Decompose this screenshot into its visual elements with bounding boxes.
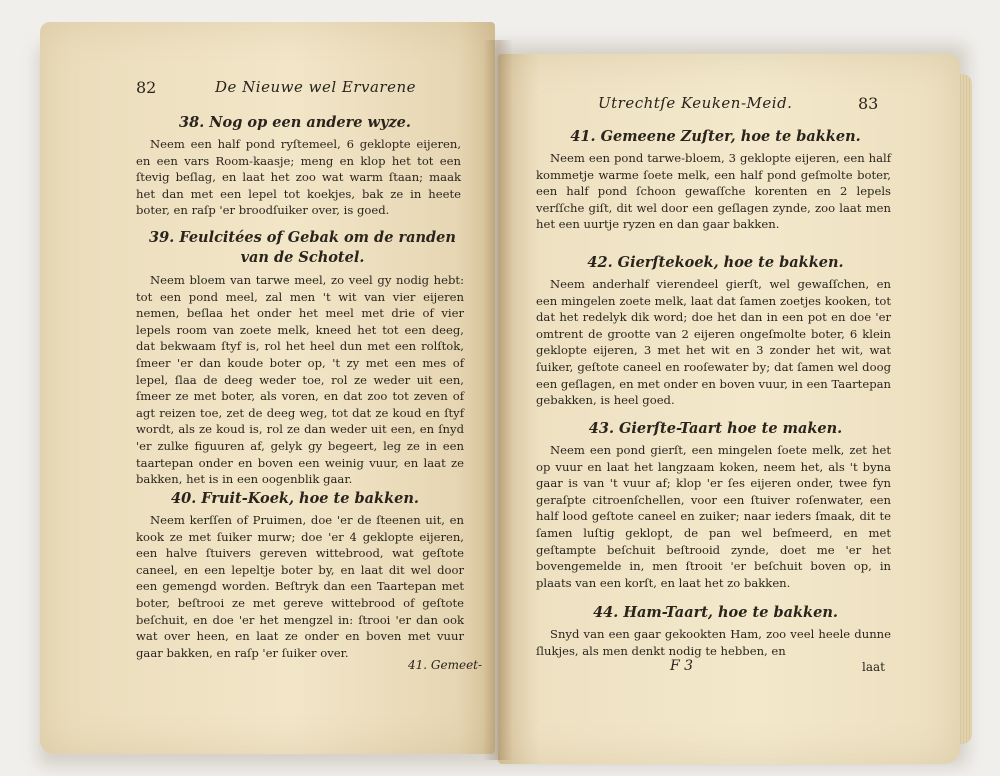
left-running-head: De Nieuwe wel Ervarene	[215, 78, 417, 96]
section-text-38: Neem een half pond ryſtemeel, 6 geklopte eijeren, en een vars Room-kaasje; meng en klop het tot een ſtevig beſlag, en laat het zoo wat warm ſtaan; maak het dan met een lepel tot koekjes, bak ze in heete boter, en raſp 'er broodſuiker over, is goed.	[136, 137, 461, 218]
left-page-number: 82	[136, 78, 157, 97]
section-text-40: Neem kerſſen of Pruimen, doe 'er de ſteenen uit, en kook ze met ſuiker murw; doe 'er 4 geklopte eijeren, een halve ſtuivers gereven wittebrood, wat geſtote caneel, en een lepeltje boter by, en laat dit wel door een gemengd worden. Beſtryk dan een Taartepan met boter, beſtrooi ze met gereve wittebrood of geſtote beſchuit, en doe 'er het mengzel in: ſtrooi 'er dan ook wat over heen, en laat ze onder en boven met vuur gaar bakken, en raſp 'er ſuiker over.	[136, 513, 464, 660]
section-title-39: 39. Feulcitées of Gebak om de randen van de Schotel.	[149, 229, 456, 266]
section-text-42: Neem anderhalf vierendeel gierſt, wel gewaſſchen, en een mingelen zoete melk, laat dat ſamen zoetjes kooken, tot dat het redelyk dik word; doe het dan in een pot en doe 'er omtrent de grootte van 2 eijeren ongeſmolte boter, 6 klein geklopte eijeren, 3 met het wit en 3 zonder het wit, wat ſuiker, geſtote caneel en rooſewater by; dat ſamen wel doog een geſlagen, en met onder en boven vuur, in een Taartepan gebakken, is heel goed.	[536, 277, 891, 408]
section-text-41: Neem een pond tarwe-bloem, 3 geklopte eijeren, een half kommetje warme ſoete melk, een half pond geſmolte boter, een half pond ſchoon gewaſſche korenten en 2 lepels verſſche giſt, dit wel door een geſlagen zynde, zoo laat men het een uurtje ryzen en dan gaar bakken.	[536, 151, 891, 232]
section-title-38: 38. Nog op een andere wyze.	[179, 114, 411, 131]
book-gutter	[483, 40, 513, 760]
section-title-41: 41. Gemeene Zuſter, hoe te bakken.	[570, 128, 861, 145]
left-page	[40, 22, 495, 754]
section-text-43: Neem een pond gierſt, een mingelen ſoete melk, zet het op vuur en laat het langzaam koken, neem het, als 't byna gaar is van 't vuur af; klop 'er ſes eijeren onder, twee fyn geraſpte citroenſchellen, voor een ſtuiver roſenwater, een half lood geſtote caneel en zuiker; naar ieders ſmaak, dit te ſamen luſtig geklopt, de pan wel beſmeerd, en met geſtampte beſchuit beſtrooid zynde, doet me 'er het bovengemelde in, men ſtrooit 'er beſchuit boven op, in plaats van een korſt, en laat het zo bakken.	[536, 443, 891, 590]
right-running-head: Utrechtſe Keuken-Meid.	[598, 94, 793, 112]
section-title-40: 40. Fruit-Koek, hoe te bakken.	[171, 490, 419, 507]
section-title-44: 44. Ham-Taart, hoe te bakken.	[593, 604, 838, 621]
section-text-39: Neem bloem van tarwe meel, zo veel gy nodig hebt: tot een pond meel, zal men 't wit van vier eijeren nemen, beſlaa het onder het meel met drie of vier lepels room van zoete melk, kneed het tot een deeg, dat bekwaam ſtyf is, rol het heel dun met een rolſtok, ſmeer 'er dan koude boter op, 't zy met een mes of lepel, ſlaa de deeg weder toe, rol ze weder uit een, ſmeer ze met boter, als voren, en dat zoo tot zeven of agt reizen toe, zet de deeg weg, tot dat ze koud en ſtyf wordt, als ze koud is, rol ze dan weder uit een, en ſnyd 'er zulke figuuren af, gelyk gy begeert, leg ze in een taartepan onder en boven een weinig vuur, en laat ze bakken, het is in een oogenblik gaar.	[136, 273, 464, 487]
signature-mark: F 3	[670, 658, 694, 674]
right-catchword: laat	[862, 660, 885, 674]
right-page-number: 83	[858, 94, 879, 113]
right-page	[498, 54, 960, 764]
left-catchword: 41. Gemeet-	[408, 658, 483, 672]
section-text-44: Snyd van een gaar gekookten Ham, zoo veel heele dunne ſlukjes, als men denkt nodig te hebben, en	[536, 627, 891, 658]
section-title-43: 43. Gierſte-Taart hoe te maken.	[588, 420, 843, 437]
open-book	[28, 14, 973, 766]
section-title-42: 42. Gierſtekoek, hoe te bakken.	[587, 254, 844, 271]
